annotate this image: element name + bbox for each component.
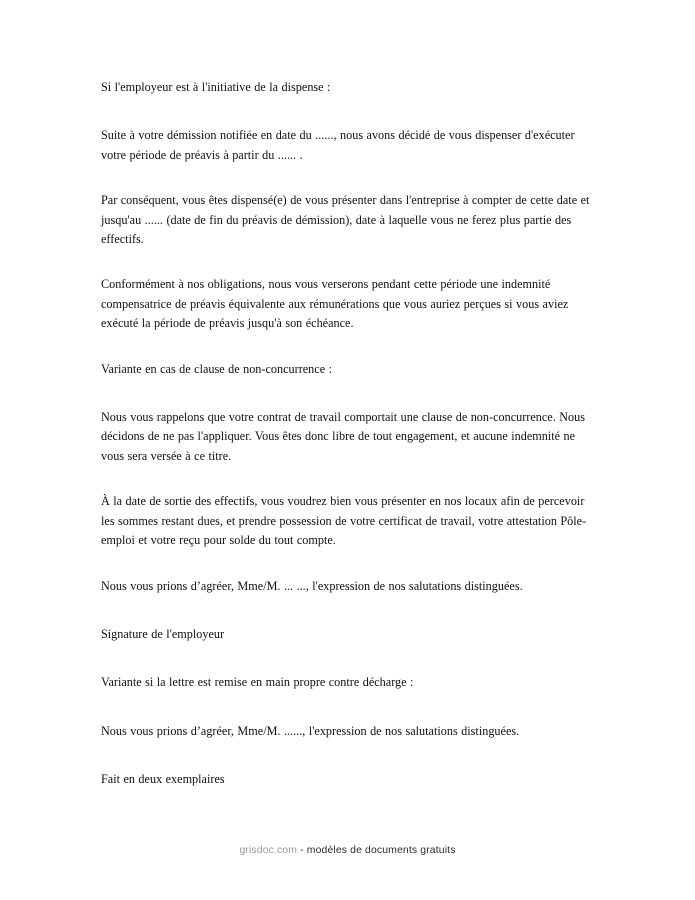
paragraph-salutations-2: Nous vous prions d’agréer, Mme/M. ......, l'expression de nos salutations distinguées. bbox=[101, 723, 520, 738]
paragraph-indemnite-compensatrice: Conformément à nos obligations, nous vous verserons pendant cette période une indemnité compensatrice de préavis équivalente aux rémunérations que vous auriez perçues si vous aviez exécuté la période de préavis jusqu'à son échéance. bbox=[101, 277, 569, 331]
paragraph-dispense-notice: Suite à votre démission notifiée en date du ......, nous avons décidé de vous dispenser d'exécuter votre période de préavis à partir du ...... . bbox=[101, 128, 575, 162]
document-body bbox=[101, 78, 597, 808]
paragraph-variante-main-propre-title: Variante si la lettre est remise en main propre contre décharge : bbox=[101, 675, 414, 690]
paragraph-variante-non-concurrence-title: Variante en cas de clause de non-concurrence : bbox=[101, 361, 332, 376]
paragraph-intro-condition: Si l'employeur est à l'initiative de la dispense : bbox=[101, 80, 331, 94]
paragraph-non-concurrence-body: Nous vous rappelons que votre contrat de travail comportait une clause de non-concurrence. Nous décidons de ne pas l'appliquer. Vous êtes donc libre de tout engagement, et aucune indemnité ne vous sera versée à ce titre. bbox=[101, 410, 586, 463]
footer-tagline: - modèles de documents gratuits bbox=[297, 845, 456, 856]
page-footer bbox=[0, 845, 695, 856]
footer-brand: grisdoc.com bbox=[239, 845, 298, 856]
paragraph-salutations-1: Nous vous prions d’agréer, Mme/M. ... ..., l'expression de nos salutations distinguées. bbox=[101, 578, 523, 593]
paragraph-signature-employeur: Signature de l'employeur bbox=[101, 626, 225, 641]
paragraph-sortie-effectifs: À la date de sortie des effectifs, vous voudrez bien vous présenter en nos locaux afin de percevoir les sommes restant dues, et prendre possession de votre certificat de travail, votre attestation Pôle-emploi et votre reçu pour solde du tout compte. bbox=[101, 494, 587, 548]
paragraph-consequence: Par conséquent, vous êtes dispensé(e) de vous présenter dans l'entreprise à compter de cette date et jusqu'au ...... (date de fin du préavis de démission), date à laquelle vous ne ferez plus partie des effectifs. bbox=[101, 193, 590, 247]
paragraph-fait-en-deux-exemplaires: Fait en deux exemplaires bbox=[101, 772, 225, 787]
